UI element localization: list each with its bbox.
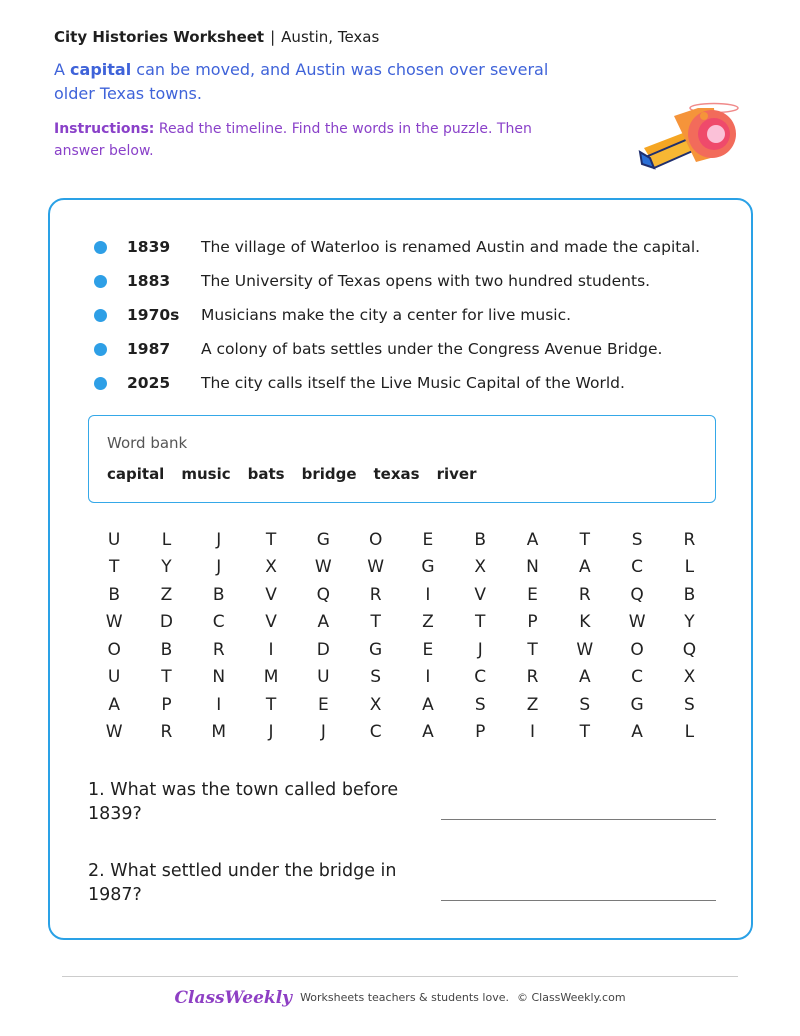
grid-row xyxy=(88,719,716,747)
timeline-item xyxy=(94,230,714,264)
grid-row xyxy=(88,609,716,637)
grid-letter[interactable]: O xyxy=(368,529,383,550)
grid-letter[interactable]: T xyxy=(265,529,277,550)
grid-letter[interactable]: J xyxy=(320,722,326,743)
grid-letter[interactable]: S xyxy=(474,694,486,715)
grid-letter[interactable]: N xyxy=(212,667,226,688)
timeline-year: 1987 xyxy=(127,340,171,358)
grid-letter[interactable]: B xyxy=(683,584,696,605)
word-bank xyxy=(88,415,716,503)
grid-letter[interactable]: P xyxy=(475,722,486,743)
word-bank-word: texas xyxy=(373,465,420,483)
worksheet-header xyxy=(54,26,614,48)
grid-letter[interactable]: W xyxy=(105,722,123,743)
grid-letter[interactable]: S xyxy=(370,667,382,688)
grid-row xyxy=(88,554,716,582)
grid-letter[interactable]: X xyxy=(265,557,277,578)
grid-letter[interactable]: G xyxy=(630,694,644,715)
grid-letter[interactable]: N xyxy=(526,557,539,578)
word-bank-word: bats xyxy=(247,465,285,483)
grid-letter[interactable]: A xyxy=(526,529,539,550)
timeline-text: Musicians make the city a center for live music. xyxy=(201,306,572,324)
grid-letter[interactable]: E xyxy=(422,639,434,660)
timeline-text: A colony of bats settles under the Congress Avenue Bridge. xyxy=(201,340,663,358)
grid-letter[interactable]: T xyxy=(475,612,486,633)
worksheet-card xyxy=(48,198,753,940)
grid-letter[interactable]: V xyxy=(474,584,487,605)
grid-letter[interactable]: R xyxy=(526,667,539,688)
grid-letter[interactable]: L xyxy=(161,529,172,550)
bullet-dot-icon xyxy=(94,241,107,254)
grid-letter[interactable]: W xyxy=(576,639,594,660)
grid-letter[interactable]: M xyxy=(211,722,227,743)
grid-letter[interactable]: S xyxy=(631,529,643,550)
grid-letter[interactable]: U xyxy=(317,667,330,688)
bullet-dot-icon xyxy=(94,377,107,390)
timeline xyxy=(94,230,714,400)
grid-letter[interactable]: I xyxy=(425,584,431,605)
grid-letter[interactable]: G xyxy=(369,639,383,660)
grid-letter[interactable]: A xyxy=(317,612,330,633)
grid-letter[interactable]: U xyxy=(107,529,121,550)
grid-letter[interactable]: B xyxy=(474,529,487,550)
grid-letter[interactable]: X xyxy=(369,694,382,715)
timeline-item xyxy=(94,366,714,400)
grid-letter[interactable]: T xyxy=(161,667,172,688)
grid-letter[interactable]: J xyxy=(216,557,222,578)
instructions-label: Instructions: xyxy=(54,121,155,137)
grid-letter[interactable]: X xyxy=(474,557,487,578)
grid-letter[interactable]: A xyxy=(422,722,434,743)
timeline-text: The city calls itself the Live Music Capital of the World. xyxy=(201,374,625,392)
timeline-year: 2025 xyxy=(127,374,171,392)
grid-letter[interactable]: A xyxy=(579,557,591,578)
grid-letter[interactable]: Y xyxy=(161,557,172,578)
grid-letter[interactable]: J xyxy=(216,529,222,550)
grid-letter[interactable]: D xyxy=(316,639,330,660)
bullet-dot-icon xyxy=(94,309,107,322)
grid-row xyxy=(88,636,716,664)
grid-letter[interactable]: A xyxy=(579,667,591,688)
word-bank-word: bridge xyxy=(301,465,357,483)
grid-letter[interactable]: E xyxy=(422,529,434,550)
word-bank-word: music xyxy=(181,465,231,483)
grid-letter[interactable]: K xyxy=(579,612,591,633)
grid-letter[interactable]: Q xyxy=(682,639,697,660)
timeline-item xyxy=(94,264,714,298)
footer-divider xyxy=(62,976,738,977)
grid-letter[interactable]: W xyxy=(105,612,123,633)
word-bank-label: Word bank xyxy=(107,434,188,452)
grid-letter[interactable]: Z xyxy=(526,694,539,715)
word-bank-words xyxy=(107,465,493,483)
grid-letter[interactable]: R xyxy=(578,584,591,605)
answer-line-2[interactable] xyxy=(441,900,716,901)
word-bank-word: river xyxy=(436,465,477,483)
grid-letter[interactable]: D xyxy=(159,612,173,633)
bullet-dot-icon xyxy=(94,343,107,356)
grid-letter[interactable]: I xyxy=(530,722,536,743)
grid-letter[interactable]: O xyxy=(107,639,121,660)
grid-letter[interactable]: G xyxy=(316,529,330,550)
grid-row xyxy=(88,581,716,609)
footer-copyright: © ClassWeekly.com xyxy=(516,991,626,1004)
title-separator: | xyxy=(270,28,276,46)
subtitle-rest: can be moved, and Austin was chosen over several older Texas towns. xyxy=(54,60,549,103)
footer-tagline: Worksheets teachers & students love. xyxy=(300,991,509,1004)
instructions-text: Read the timeline. Find the words in the puzzle. Then answer below. xyxy=(54,121,532,159)
question-2: 2. What settled under the bridge in 1987? xyxy=(88,861,397,905)
grid-letter[interactable]: B xyxy=(160,639,173,660)
grid-letter[interactable]: L xyxy=(684,722,695,743)
subtitle-prefix: A xyxy=(54,60,71,79)
grid-letter[interactable]: M xyxy=(263,667,279,688)
grid-letter[interactable]: W xyxy=(314,557,332,578)
grid-letter[interactable]: O xyxy=(630,639,644,660)
footer xyxy=(0,988,800,1008)
timeline-item xyxy=(94,332,714,366)
grid-letter[interactable]: I xyxy=(268,639,274,660)
grid-letter[interactable]: B xyxy=(212,584,225,605)
brand-logo: ClassWeekly xyxy=(174,988,293,1008)
grid-letter[interactable]: Q xyxy=(630,584,644,605)
word-search-grid xyxy=(88,526,716,746)
grid-letter[interactable]: X xyxy=(683,667,696,688)
grid-letter[interactable]: C xyxy=(474,667,487,688)
grid-letter[interactable]: C xyxy=(631,667,644,688)
grid-letter[interactable]: L xyxy=(684,557,695,578)
timeline-year: 1970s xyxy=(127,306,180,324)
grid-letter[interactable]: R xyxy=(212,639,225,660)
grid-letter[interactable]: T xyxy=(579,722,591,743)
subtitle-keyword: capital xyxy=(70,60,132,79)
grid-letter[interactable]: E xyxy=(317,694,329,715)
grid-letter[interactable]: Y xyxy=(684,612,695,633)
grid-letter[interactable]: T xyxy=(265,694,277,715)
grid-letter[interactable]: S xyxy=(579,694,591,715)
grid-letter[interactable]: W xyxy=(367,557,385,578)
grid-letter[interactable]: G xyxy=(421,557,435,578)
worksheet-title: City Histories Worksheet xyxy=(54,28,265,46)
grid-letter[interactable]: J xyxy=(477,639,483,660)
grid-letter[interactable]: I xyxy=(425,667,431,688)
answer-line-1[interactable] xyxy=(441,819,716,820)
grid-letter[interactable]: C xyxy=(212,612,225,633)
word-bank-word: capital xyxy=(107,465,165,483)
grid-row xyxy=(88,526,716,554)
grid-letter[interactable]: C xyxy=(631,557,644,578)
grid-letter[interactable]: A xyxy=(631,722,643,743)
grid-letter[interactable]: E xyxy=(527,584,538,605)
whistle-icon xyxy=(634,96,744,180)
grid-letter[interactable]: T xyxy=(527,639,538,660)
grid-letter[interactable]: A xyxy=(108,694,120,715)
question-1: 1. What was the town called before 1839? xyxy=(88,780,399,824)
grid-letter[interactable]: U xyxy=(107,667,121,688)
grid-letter[interactable]: P xyxy=(527,612,538,633)
timeline-year: 1883 xyxy=(127,272,171,290)
grid-letter[interactable]: V xyxy=(265,584,277,605)
grid-letter[interactable]: Z xyxy=(422,612,434,633)
grid-letter[interactable]: W xyxy=(628,612,646,633)
grid-row xyxy=(88,664,716,692)
grid-letter[interactable]: Q xyxy=(316,584,331,605)
grid-letter[interactable]: C xyxy=(369,722,382,743)
grid-letter[interactable]: S xyxy=(684,694,695,715)
instructions xyxy=(54,118,574,162)
grid-letter[interactable]: T xyxy=(579,529,591,550)
title-line xyxy=(54,26,614,48)
grid-letter[interactable]: A xyxy=(422,694,434,715)
subtitle xyxy=(54,58,574,106)
grid-letter[interactable]: Z xyxy=(160,584,173,605)
grid-letter[interactable]: R xyxy=(369,584,382,605)
grid-letter[interactable]: B xyxy=(108,584,120,605)
grid-letter[interactable]: P xyxy=(161,694,172,715)
grid-letter[interactable]: I xyxy=(216,694,222,715)
bullet-dot-icon xyxy=(94,275,107,288)
grid-letter[interactable]: V xyxy=(265,612,277,633)
timeline-text: The University of Texas opens with two hundred students. xyxy=(201,272,651,290)
grid-letter[interactable]: T xyxy=(370,612,381,633)
grid-letter[interactable]: T xyxy=(108,557,120,578)
grid-letter[interactable]: J xyxy=(268,722,274,743)
grid-letter[interactable]: R xyxy=(683,529,696,550)
grid-letter[interactable]: R xyxy=(160,722,173,743)
timeline-item xyxy=(94,298,714,332)
grid-row xyxy=(88,691,716,719)
worksheet-location: Austin, Texas xyxy=(281,28,380,46)
timeline-text: The village of Waterloo is renamed Austin and made the capital. xyxy=(201,238,701,256)
timeline-year: 1839 xyxy=(127,238,171,256)
